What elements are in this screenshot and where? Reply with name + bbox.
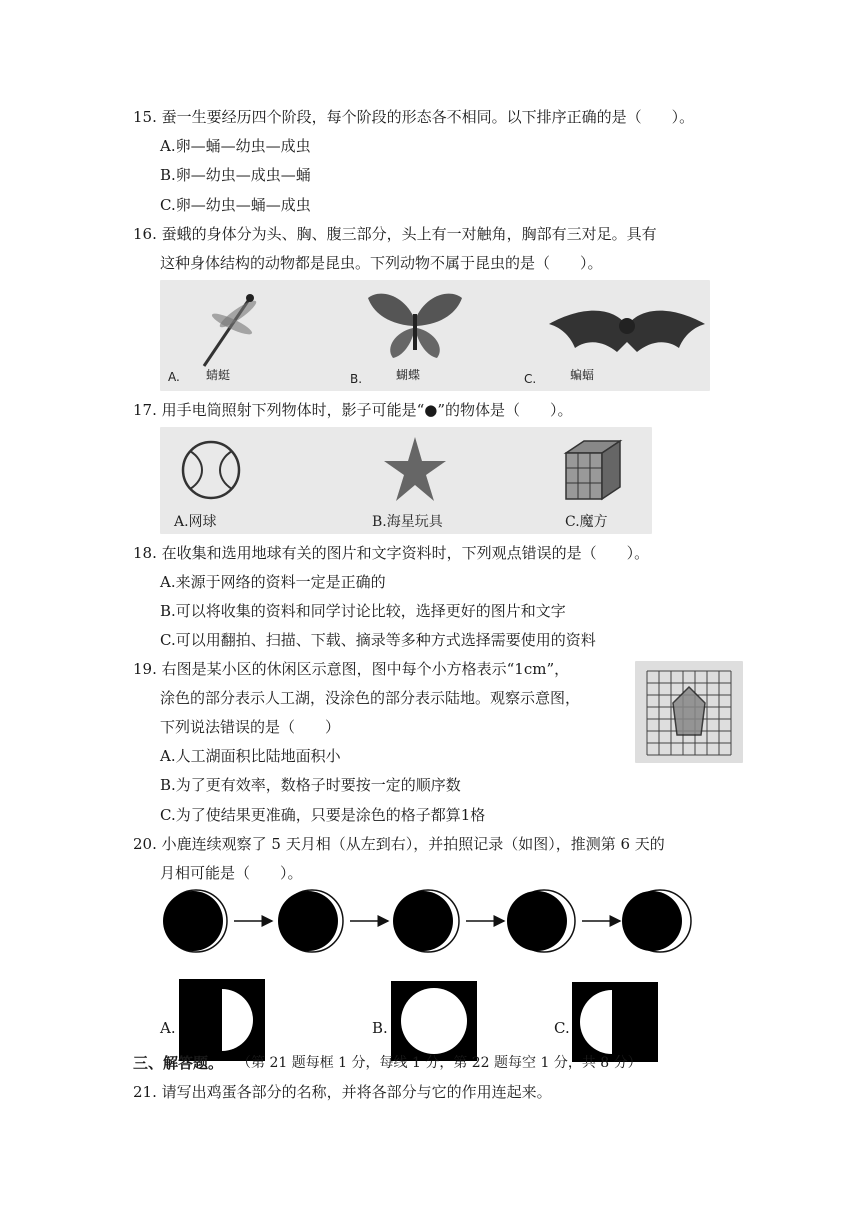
butterfly-icon bbox=[365, 290, 465, 362]
q20-option-c-label: C. bbox=[554, 1019, 570, 1037]
q20-stem-line1: 20. 小鹿连续观察了 5 天月相（从左到右），并拍照记录（如图），推测第 6 天的 bbox=[133, 835, 665, 853]
q19-option-b: B.为了更有效率，数格子时要按一定的顺序数 bbox=[160, 776, 461, 794]
q21-stem: 21. 请写出鸡蛋各部分的名称，并将各部分与它的作用连起来。 bbox=[133, 1083, 552, 1101]
q19-stem-line3: 下列说法错误的是（ ） bbox=[160, 718, 341, 736]
q20-option-a-image bbox=[179, 979, 265, 1061]
q17-stem: 17. 用手电筒照射下列物体时，影子可能是“●”的物体是（ ）。 bbox=[133, 401, 573, 419]
moon-phase-day1 bbox=[163, 890, 227, 952]
q16-name-a: 蜻蜓 bbox=[206, 368, 231, 382]
dragonfly-icon bbox=[190, 286, 270, 376]
moon-phase-sequence bbox=[160, 886, 700, 956]
q17-label-b: B.海星玩具 bbox=[372, 514, 443, 530]
q20-option-c-image bbox=[572, 982, 658, 1062]
q16-letter-a: A. bbox=[168, 370, 180, 384]
moon-phase-day4 bbox=[507, 890, 575, 952]
q19-option-a: A.人工湖面积比陆地面积小 bbox=[160, 747, 341, 765]
starfish-icon bbox=[382, 435, 448, 505]
q15-option-c: C.卵—幼虫—蛹—成虫 bbox=[160, 196, 311, 214]
q17-objects-image bbox=[160, 427, 652, 534]
q16-letter-b: B. bbox=[350, 372, 363, 386]
q19-stem-line1: 19. 右图是某小区的休闲区示意图，图中每个小方格表示“1cm”， bbox=[133, 660, 570, 678]
q15-option-a: A.卵—蛹—幼虫—成虫 bbox=[160, 137, 311, 155]
q20-option-a-label: A. bbox=[160, 1019, 176, 1037]
rubiks-cube-icon bbox=[558, 437, 628, 503]
q15-stem: 15. 蚕一生要经历四个阶段，每个阶段的形态各不相同。以下排序正确的是（ ）。 bbox=[133, 108, 695, 126]
q17-label-a: A.网球 bbox=[174, 514, 217, 530]
q16-name-b: 蝴蝶 bbox=[396, 368, 421, 382]
q16-animals-image bbox=[160, 280, 710, 391]
q19-option-c: C.为了使结果更准确，只要是涂色的格子都算1格 bbox=[160, 806, 486, 824]
q17-label-c: C.魔方 bbox=[565, 514, 608, 530]
q18-option-a: A.来源于网络的资料一定是正确的 bbox=[160, 573, 386, 591]
q20-stem-line2: 月相可能是（ ）。 bbox=[160, 864, 303, 882]
moon-phase-day2 bbox=[278, 890, 343, 952]
section3-heading: 三、解答题。 bbox=[133, 1054, 224, 1072]
q18-option-b: B.可以将收集的资料和同学讨论比较，选择更好的图片和文字 bbox=[160, 602, 566, 620]
q19-grid-image bbox=[635, 661, 743, 763]
section3-note: （第 21 题每框 1 分，每线 1 分，第 22 题每空 1 分，共 8 分） bbox=[237, 1055, 642, 1071]
q19-stem-line2: 涂色的部分表示人工湖，没涂色的部分表示陆地。观察示意图， bbox=[160, 689, 581, 707]
lake-grid-diagram bbox=[643, 667, 739, 759]
q16-letter-c: C. bbox=[524, 372, 537, 386]
moon-phase-day5 bbox=[622, 890, 691, 952]
q20-option-b-label: B. bbox=[372, 1019, 388, 1037]
bat-icon bbox=[545, 298, 710, 362]
q20-option-b-image bbox=[391, 981, 477, 1061]
tennis-ball-icon bbox=[180, 439, 242, 501]
q16-stem-line1: 16. 蚕蛾的身体分为头、胸、腹三部分，头上有一对触角，胸部有三对足。具有 bbox=[133, 225, 657, 243]
q16-name-c: 蝙蝠 bbox=[570, 368, 595, 382]
q16-stem-line2: 这种身体结构的动物都是昆虫。下列动物不属于昆虫的是（ ）。 bbox=[160, 254, 603, 272]
q18-stem: 18. 在收集和选用地球有关的图片和文字资料时，下列观点错误的是（ ）。 bbox=[133, 544, 650, 562]
moon-phase-day3 bbox=[393, 890, 459, 952]
q18-option-c: C.可以用翻拍、扫描、下载、摘录等多种方式选择需要使用的资料 bbox=[160, 631, 596, 649]
q15-option-b: B.卵—幼虫—成虫—蛹 bbox=[160, 166, 311, 184]
